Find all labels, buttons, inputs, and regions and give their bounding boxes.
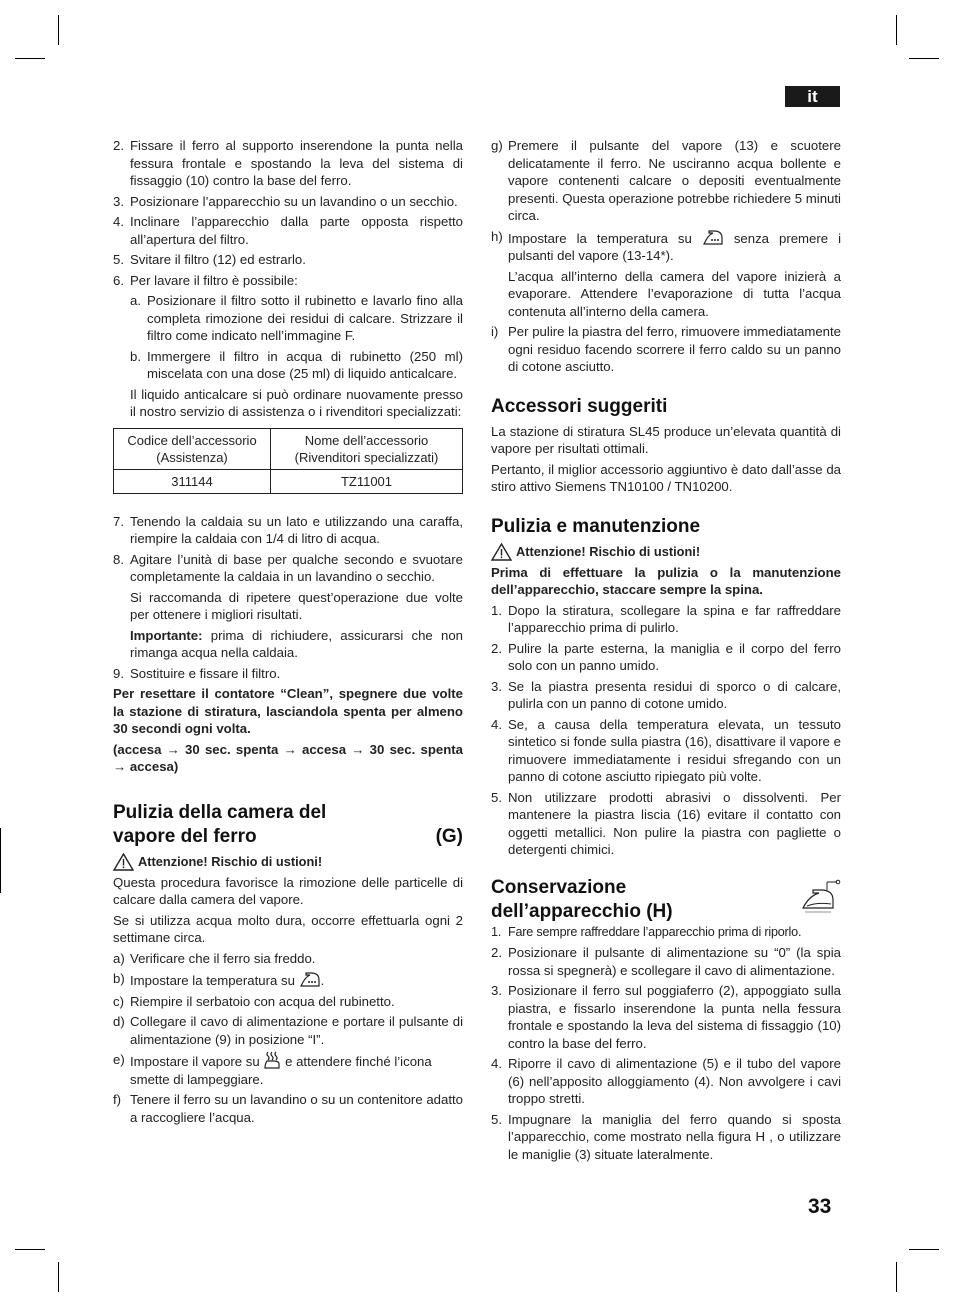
- list-item: 2. Fissare il ferro al supporto inserendone la punta nella fessura frontale e spostando la leva del sistema di fissaggio (10) contro la base del ferro.: [113, 138, 463, 188]
- list-item: 4. Inclinare l’apparecchio dalla parte opposta rispetto all’apertura del filtro.: [113, 214, 463, 247]
- crop-mark: [0, 828, 1, 893]
- left-column: [113, 137, 463, 1129]
- list-item: 5. Svitare il filtro (12) ed estrarlo.: [113, 252, 306, 267]
- iron-max-icon: [299, 970, 321, 988]
- table-header-row: [114, 428, 463, 469]
- list-item: 8. Agitare l’unità di base per qualche secondo e svuotare completamente la caldaia in un lavandino o secchio.: [113, 551, 463, 584]
- list-item: 5. Non utilizzare prodotti abrasivi o dissolventi. Per mantenere la piastra liscia (16) evitare il contatto con oggetti metallici. Non pulire la piastra con pagliette o detergenti chimici.: [491, 789, 841, 857]
- list-item: h) Impostare la temperatura su senza premere i pulsanti del vapore (13-14*).: [491, 228, 841, 263]
- list-item: 7. Tenendo la caldaia su un lato e utilizzando una caraffa, riempire la caldaia con 1/4 di litro di acqua.: [113, 513, 463, 546]
- warning-icon: [491, 543, 512, 561]
- list-item: e) Impostare il vapore su e attendere finché l’icona smette di lampeggiare.: [113, 1052, 432, 1087]
- reset-sequence: (accesa → 30 sec. spenta → accesa → 30 sec. spenta → accesa): [113, 741, 463, 774]
- sub-list-item: b. Immergere il filtro in acqua di rubinetto (250 ml) miscelata con una dose (25 ml) di liquido anticalcare.: [130, 348, 463, 381]
- steam-icon: [263, 1051, 281, 1069]
- important-note: Importante: prima di richiudere, assicurarsi che non rimanga acqua nella caldaia.: [130, 627, 463, 660]
- list-item: 2. Pulire la parte esterna, la maniglia e il corpo del ferro solo con un panno umido.: [491, 640, 841, 673]
- repeat-note: Si raccomanda di ripetere quest’operazione due volte per ottenere i migliori risultati.: [130, 589, 463, 622]
- warning: Attenzione! Rischio di ustioni!: [113, 853, 463, 871]
- liquid-note: Il liquido anticalcare si può ordinare nuovamente presso il nostro servizio di assistenza o i rivenditori specializzati:: [130, 386, 463, 419]
- list-item: c) Riempire il serbatoio con acqua del rubinetto.: [113, 993, 395, 1009]
- table-cell: TZ11001: [271, 469, 463, 493]
- list-item: 6. Per lavare il filtro è possibile:: [113, 272, 298, 288]
- list-item: a) Verificare che il ferro sia freddo.: [113, 950, 316, 966]
- list-item: 3. Se la piastra presenta residui di sporco o di calcare, pulirla con un panno di cotone umido.: [491, 678, 841, 711]
- crop-mark: [896, 15, 897, 45]
- list-item: 1. Dopo la stiratura, scollegare la spina e far raffreddare l’apparecchio prima di pulirlo.: [491, 602, 841, 635]
- table-row: [114, 469, 463, 493]
- crop-mark: [58, 1262, 59, 1292]
- accessories-paragraph: La stazione di stiratura SL45 produce un’elevata quantità di vapore per risultati ottimali.: [491, 423, 841, 456]
- crop-mark: [896, 1262, 897, 1292]
- crop-mark: [909, 1249, 939, 1250]
- list-item: 3. Posizionare l’apparecchio su un lavandino o un secchio.: [113, 193, 458, 209]
- iron-storage-icon: [797, 876, 841, 916]
- list-item: 5. Impugnare la maniglia del ferro quando si sposta l’apparecchio, come mostrato nella figura H , o utilizzare le maniglie (3) situate lateralmente.: [491, 1111, 841, 1162]
- list-item: 3. Posizionare il ferro sul poggiaferro (2), appoggiato sulla piastra, e fissarlo inserendone la punta nella fessura frontale e spostando la leva del sistema di fissaggio (10) contro la base del ferro.: [491, 983, 841, 1051]
- reset-note: Per resettare il contatore “Clean”, spegnere due volte la stazione di stiratura, lasciandola spenta per almeno 30 secondi ogni volta.: [113, 686, 463, 736]
- h-note: L’acqua all’interno della camera del vapore inizierà a evaporare. Attendere l’evaporazione di tutta l’acqua contenuta all’interno della camera.: [508, 268, 841, 319]
- list-item: 4. Se, a causa della temperatura elevata, un tessuto sintetico si fonde sulla piastra (16), disattivare il vapore e rimuovere immediatamente i residui sfregando con un panno di cotone asciutto ripiegato più volte.: [491, 716, 841, 784]
- iron-max-icon: [702, 228, 724, 246]
- list-item: g) Premere il pulsante del vapore (13) e scuotere delicatamente il ferro. Ne usciranno acqua bollente e vapore contenenti calcare o depositi eventualmente presenti. Questa operazione potrebbe richiedere 5 minuti circa.: [491, 138, 841, 223]
- warning-icon: [113, 853, 134, 871]
- table-cell: 311144: [114, 469, 271, 493]
- table-header: Nome dell’accessorio (Rivenditori specializzati): [271, 428, 463, 469]
- list-item: 2. Posizionare il pulsante di alimentazione su “0” (la spia rossa si spegnerà) e scollegare il cavo di alimentazione.: [491, 945, 841, 978]
- intro-paragraph: Questa procedura favorisce la rimozione delle particelle di calcare dalla camera del vapore.: [113, 874, 463, 907]
- cleaning-bold-note: Prima di effettuare la pulizia o la manutenzione dell’apparecchio, staccare sempre la spina.: [491, 564, 841, 597]
- page-number: 33: [808, 1195, 832, 1218]
- sub-list-item: a. Posizionare il filtro sotto il rubinetto e lavarlo fino alla completa rimozione dei residui di calcare. Strizzare il filtro come indicato nell’immagine F.: [130, 293, 463, 343]
- accessory-table: [113, 428, 463, 494]
- crop-mark: [58, 15, 59, 45]
- right-column: [491, 137, 841, 1166]
- language-badge: it: [785, 86, 840, 107]
- accessories-paragraph: Pertanto, il miglior accessorio aggiuntivo è dato dall’asse da stiro attivo Siemens TN10100 / TN10200.: [491, 461, 841, 494]
- section-title-cleaning: Pulizia e manutenzione: [491, 515, 701, 537]
- intro-paragraph: Se si utilizza acqua molto dura, occorre effettuarla ogni 2 settimane circa.: [113, 912, 463, 945]
- section-title-storage: Conservazione dell’apparecchio (H): [491, 876, 841, 924]
- list-item: f) Tenere il ferro su un lavandino o su un contenitore adatto a raccogliere l’acqua.: [113, 1092, 463, 1125]
- list-item: 4. Riporre il cavo di alimentazione (5) e il tubo del vapore (6) nell’apposito alloggiamento (4). Non avvolgere i cavi troppo stretti.: [491, 1056, 841, 1106]
- warning: Attenzione! Rischio di ustioni!: [491, 543, 841, 561]
- crop-mark: [15, 58, 45, 59]
- section-title-accessories: Accessori suggeriti: [491, 395, 668, 417]
- list-item: b) Impostare la temperatura su .: [113, 971, 325, 988]
- list-item: i) Per pulire la piastra del ferro, rimuovere immediatamente ogni residuo facendo scorrere il ferro caldo su un panno di cotone asciutto.: [491, 324, 841, 374]
- list-item: 9. Sostituire e fissare il filtro.: [113, 665, 281, 681]
- list-item: d) Collegare il cavo di alimentazione e portare il pulsante di alimentazione (9) in posizione “I”.: [113, 1014, 463, 1047]
- table-header: Codice dell’accessorio (Assistenza): [114, 428, 271, 469]
- list-item: 1. Fare sempre raffreddare l’apparecchio prima di riporlo.: [491, 924, 802, 939]
- crop-mark: [909, 58, 939, 59]
- crop-mark: [15, 1249, 45, 1250]
- section-title-steam-chamber: Pulizia della camera del vapore del ferro (G): [113, 801, 463, 847]
